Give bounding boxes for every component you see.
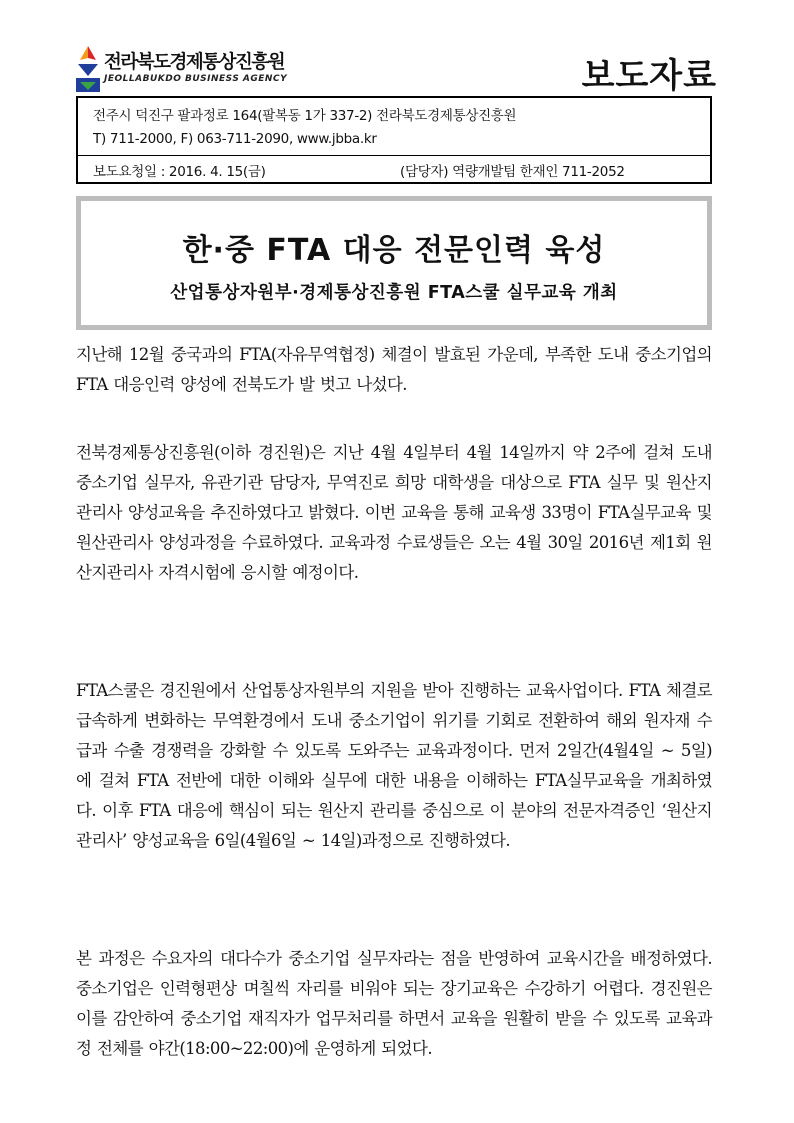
- info-divider: [78, 155, 710, 156]
- document-type-title: 보도자료: [581, 56, 717, 96]
- contact-numbers-line: T) 711-2000, F) 063-711-2090, www.jbba.kr: [93, 131, 377, 147]
- headline-box: [76, 196, 712, 330]
- logo-mark-icon: [76, 46, 100, 94]
- address-line: 전주시 덕진구 팔과정로 164(팔복동 1가 337-2) 전라북도경제통상진흥원: [93, 108, 517, 124]
- body-paragraph-2: 전북경제통상진흥원(이하 경진원)은 지난 4월 4일부터 4월 14일까지 약 2주에 걸쳐 도내 중소기업 실무자, 유관기관 담당자, 무역진로 희망 대학생을 대상으로 FTA 실무 및 원산지관리사 양성교육을 추진하였다고 밝혔다. 이번 교육을 통해 교육생 33명이 FTA실무교육 및 원산관리사 양성과정을 수료하였다. 교육과정 수료생들은 오는 4월 30일 2016년 제1회 원산지관리사 자격시험에 응시할 예정이다.: [76, 443, 712, 582]
- org-name-en: JEOLLABUKDO BUSINESS AGENCY: [104, 74, 288, 84]
- info-box: [76, 96, 712, 184]
- headline-subtitle: 산업통상자원부·경제통상진흥원 FTA스쿨 실무교육 개최: [170, 283, 618, 303]
- body-paragraph-1: 지난해 12월 중국과의 FTA(자유무역협정) 체결이 발효된 가운데, 부족한 도내 중소기업의 FTA 대응인력 양성에 전북도가 발 벗고 나섰다.: [76, 345, 712, 394]
- org-name-ko: 전라북도경제통상진흥원: [104, 52, 285, 73]
- body-paragraph-4: 본 과정은 수요자의 대다수가 중소기업 실무자라는 점을 반영하여 교육시간을 배정하였다. 중소기업은 인력형편상 며칠씩 자리를 비워야 되는 장기교육은 수강하기 어렵다. 경진원은 이를 감안하여 중소기업 재직자가 업무처리를 하면서 교육을 원활히 받을 수 있도록 교육과정 전체를 야간(18:00~22:00)에 운영하게 되었다.: [76, 949, 712, 1058]
- contact-person: (담당자) 역량개발팀 한재인 711-2052: [400, 164, 625, 180]
- headline-title: 한·중 FTA 대응 전문인력 육성: [182, 233, 606, 268]
- request-date: 보도요청일 : 2016. 4. 15(금): [93, 164, 266, 180]
- body-paragraph-3: FTA스쿨은 경진원에서 산업통상자원부의 지원을 받아 진행하는 교육사업이다. FTA 체결로 급속하게 변화하는 무역환경에서 도내 중소기업이 위기를 기회로 전환하여 해외 원자재 수급과 수출 경쟁력을 강화할 수 있도록 도와주는 교육과정이다. 먼저 2일간(4월4일 ~ 5일)에 걸쳐 FTA 전반에 대한 이해와 실무에 대한 내용을 이해하는 FTA실무교육을 개최하였다. 이후 FTA 대응에 핵심이 되는 원산지 관리를 중심으로 이 분야의 전문자격증인 ‘원산지관리사’ 양성교육을 6일(4월6일 ~ 14일)과정으로 진행하였다.: [76, 681, 712, 850]
- org-logo: [76, 44, 316, 96]
